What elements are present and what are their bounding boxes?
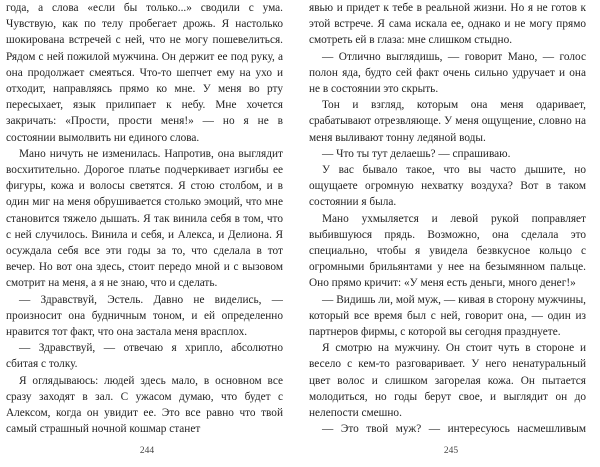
paragraph: явью и придет к тебе в реальной жизни. Но я не готов к этой встрече. Я сама искала ее, однако и не могу прямо смотреть ей в глаза: мне слишком стыдно.: [309, 2, 586, 47]
paragraph: — Отлично выглядишь, — говорит Мано, — голос полон яда, будто сей факт очень сильно удручает и она не в состоянии это скрыть.: [309, 50, 586, 96]
paragraph: Я смотрю на мужчину. Он стоит чуть в стороне и весело с кем-то разговаривает. У него ненатуральный цвет волос и слишком загорелая кожа. Он пытается молодиться, но годы берут свое, и выглядит он до нелепости смешно.: [309, 342, 586, 420]
left-page: [6, 0, 283, 440]
paragraph: Тон и взгляд, которым она меня одаривает, срабатывают отрезвляюще. У меня ощущение, словно на меня выливают тонну ледяной воды.: [309, 99, 586, 144]
right-page: [309, 0, 586, 440]
paragraph: — Это твой муж? — интересуюсь насмешливым: [322, 423, 586, 436]
paragraph: Я оглядываюсь: людей здесь мало, в основном все сразу заходят в зал. С ужасом думаю, что будет с Алексом, когда он увидит ее. Это все равно что твой самый страшный ночной кошмар станет: [6, 374, 283, 436]
paragraph: — Что ты тут делаешь? — спрашиваю.: [322, 147, 511, 160]
paragraph: — Видишь ли, мой муж, — кивая в сторону мужчины, который все время был с ней, говорит она, — один из партнеров фирмы, с которой вы сегодня празднуете.: [309, 293, 586, 339]
paragraph: — Здравствуй, Эстель. Давно не виделись, — произносит она будничным тоном, и ей определенно нравится тот факт, что она застала меня врасплох.: [6, 293, 283, 339]
paragraph: — Здравствуй, — отвечаю я хрипло, абсолютно сбитая с толку.: [6, 342, 283, 371]
paragraph: Мано ничуть не изменилась. Напротив, она выглядит восхитительно. Дорогое платье подчеркивает изгибы ее фигуры, кожа и волосы светятся. Я стою столбом, и в один миг на меня обрушивается столько эмоций, что мне становится тяжело дышать. Я так винила себя в том, что с ней случилось. Винила и себя, и Алекса, и Делиона. Я осуждала себя все эти годы за то, что сделала в тот вечер. Но вот она здесь, стоит передо мной и с вызовом смотрит на меня, а я не знаю, что и сделать.: [6, 147, 283, 290]
paragraph: У вас бывало такое, что вы часто дышите, но ощущаете огромную нехватку воздуха? Вот в таком состоянии я была.: [309, 164, 586, 209]
page-number-left: 244: [139, 446, 155, 456]
paragraph: Мано ухмыляется и левой рукой поправляет выбившуюся прядь. Возможно, она сделала это специально, чтобы я увидела безвкусное кольцо с огромными брильянтами у нее на безымянном пальце. Оно прямо кричит: «У меня есть деньги, много денег!»: [309, 212, 586, 290]
paragraph: года, а слова «если бы только...» сводили с ума. Чувствую, как по телу пробегает дрожь. Я настолько шокирована встречей с ней, что не могу пошевелиться. Рядом с ней пожилой мужчина. Он держит ее под руку, а она продолжает смеяться. Что-то шепчет ему на ухо и отходит, направляясь прямо ко мне. У меня во рту пересыхает, язык прилипает к небу. Мне хочется закричать: «Прости, прости меня!» — но я не в состоянии вымолвить ни единого слова.: [6, 2, 283, 144]
page-number-right: 245: [443, 446, 459, 456]
